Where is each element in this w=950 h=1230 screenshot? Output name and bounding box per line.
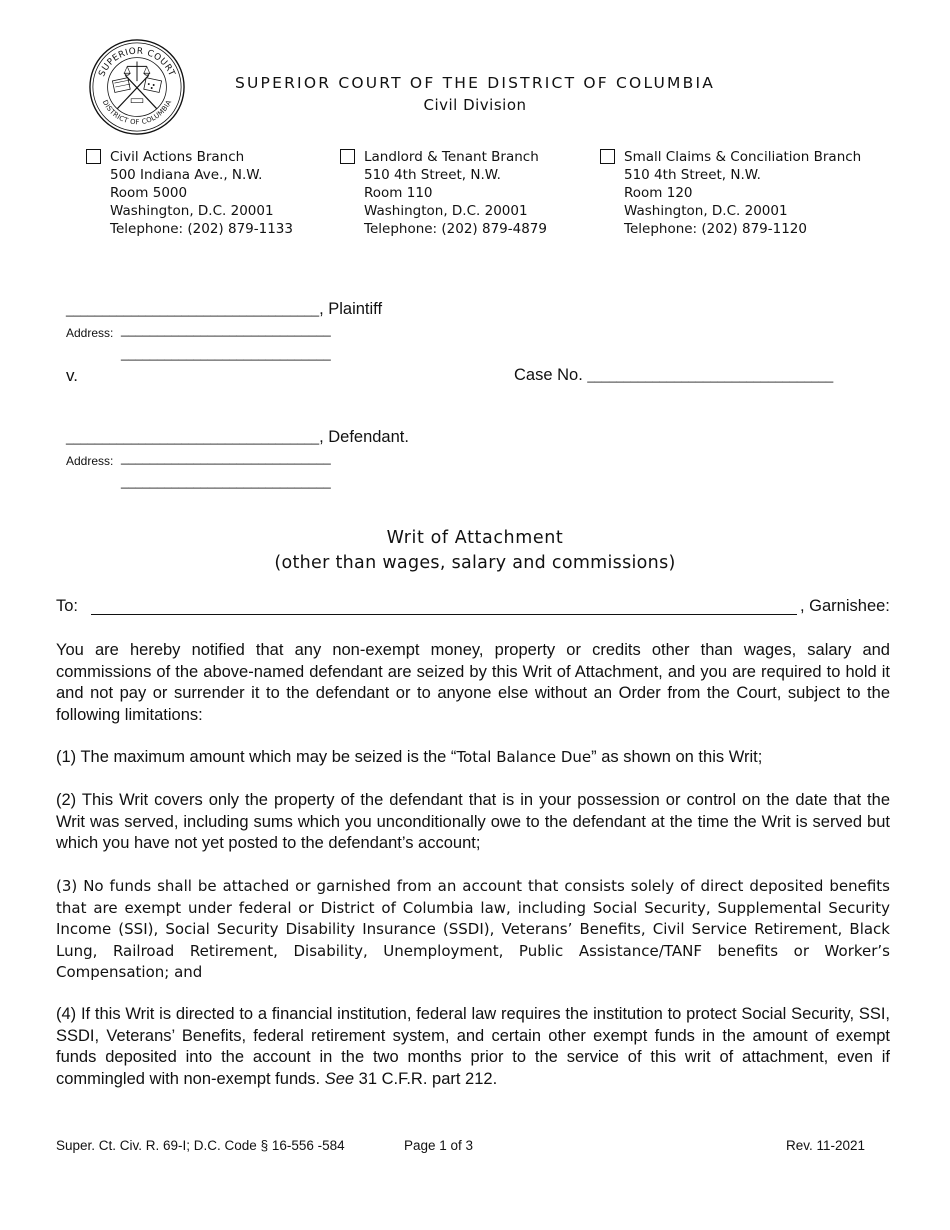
defendant-address-field-2[interactable]: _____________________________ (121, 474, 331, 489)
branch-name: Civil Actions Branch (110, 149, 245, 165)
limitation-1-paragraph (56, 747, 890, 769)
branch-city: Washington, D.C. 20001 (110, 203, 274, 219)
plaintiff-name-field[interactable]: ___________________________________ (66, 302, 320, 317)
limitation-4-citation: 31 C.F.R. part 212. (354, 1069, 498, 1088)
branch-city: Washington, D.C. 20001 (364, 203, 528, 219)
defendant-address-field-1[interactable]: _____________________________ (121, 450, 331, 465)
see-citation-signal: See (324, 1069, 355, 1088)
branch-option-civil-actions[interactable] (110, 148, 293, 238)
case-number-field[interactable]: __________________________________ (587, 368, 834, 383)
plaintiff-row (66, 300, 382, 319)
branch-option-small-claims[interactable] (624, 148, 861, 238)
branch-room: Room 5000 (110, 185, 188, 201)
defendant-address-label: Address: (66, 454, 114, 468)
branch-phone: Telephone: (202) 879-1133 (110, 221, 293, 237)
limitation-2-paragraph: (2) This Writ covers only the property of the defendant that is in your possession or control on the date that the Writ was served, including sums which you unconditionally owe to the defendant at the time the Writ is served but which you have not yet posted to the defendant’s account; (56, 791, 890, 852)
to-label: To: (56, 597, 79, 615)
limitation-4-text: (4) If this Writ is directed to a financial institution, federal law requires the institution to protect Social Security, SSI, SSDI, Veterans’ Benefits, federal retirement system, and certain other exempt funds in the amount of exempt funds deposited into the account in the two months prior to the service of this writ of attachment, even if commingled with non-exempt funds. (56, 1005, 890, 1088)
versus-label: v. (66, 366, 78, 385)
court-title: SUPERIOR COURT OF THE DISTRICT OF COLUMBIA (234, 74, 716, 92)
plaintiff-address-field-2[interactable]: _____________________________ (121, 346, 331, 361)
limitation-1-text-start: (1) The maximum amount which may be seized is the “ (56, 748, 457, 766)
branch-phone: Telephone: (202) 879-4879 (364, 221, 547, 237)
garnishee-label: , Garnishee: (800, 597, 890, 615)
footer-page-number: Page 1 of 3 (404, 1138, 474, 1153)
seal-top-text: SUPERIOR COURT (97, 46, 177, 79)
branch-street: 510 4th Street, N.W. (624, 167, 761, 183)
notice-intro-paragraph: You are hereby notified that any non-exempt money, property or credits other than wages, salary and commissions of the above-named defendant are seized by this Writ of Attachment, and you are required to hold it and not pay or surrender it to the defendant or to anyone else without an Order from the Court, subject to the following limitations: (56, 641, 890, 724)
case-number-row (514, 366, 833, 385)
branch-name: Landlord & Tenant Branch (364, 149, 539, 165)
case-number-label: Case No. (514, 366, 583, 384)
branch-city: Washington, D.C. 20001 (624, 203, 788, 219)
plaintiff-label: , Plaintiff (319, 300, 383, 318)
defendant-name-field[interactable]: ___________________________________ (66, 430, 320, 445)
limitation-1-text-end: ” as shown on this Writ; (591, 748, 763, 766)
writ-subtitle: (other than wages, salary and commissions) (274, 553, 676, 573)
branch-checkbox[interactable] (86, 149, 101, 164)
defendant-label: , Defendant. (319, 428, 409, 446)
branch-phone: Telephone: (202) 879-1120 (624, 221, 807, 237)
garnishee-name-field[interactable] (91, 614, 797, 615)
footer-revision: Rev. 11-2021 (786, 1138, 866, 1153)
branch-street: 510 4th Street, N.W. (364, 167, 501, 183)
defendant-row (66, 428, 409, 447)
branch-street: 500 Indiana Ave., N.W. (110, 167, 263, 183)
footer-rule-citation: Super. Ct. Civ. R. 69-I; D.C. Code § 16-556 -584 (56, 1138, 345, 1153)
branch-checkbox[interactable] (600, 149, 615, 164)
seal-bottom-text: DISTRICT OF COLUMBIA (100, 98, 174, 127)
limitation-4-paragraph (56, 1004, 890, 1090)
branch-checkbox[interactable] (340, 149, 355, 164)
total-balance-due-term: Total Balance Due (456, 748, 592, 766)
plaintiff-address-label: Address: (66, 326, 114, 340)
court-division: Civil Division (423, 96, 527, 114)
limitation-3-paragraph: (3) No funds shall be attached or garnished from an account that consists solely of direct deposited benefits that are exempt under federal or District of Columbia law, including Social Security, Supplemental Security Income (SSI), Social Security Disability Insurance (SSDI), Veterans’ Benefits, Civil Service Retirement, Black Lung, Railroad Retirement, Disability, Unemployment, Public Assistance/TANF benefits or Worker’s Compensation; and (56, 877, 890, 981)
writ-title: Writ of Attachment (386, 528, 564, 548)
branch-name: Small Claims & Conciliation Branch (624, 149, 862, 165)
branch-room: Room 120 (624, 185, 693, 201)
branch-room: Room 110 (364, 185, 433, 201)
branch-option-landlord-tenant[interactable] (364, 148, 547, 238)
plaintiff-address-field-1[interactable]: _____________________________ (121, 322, 331, 337)
